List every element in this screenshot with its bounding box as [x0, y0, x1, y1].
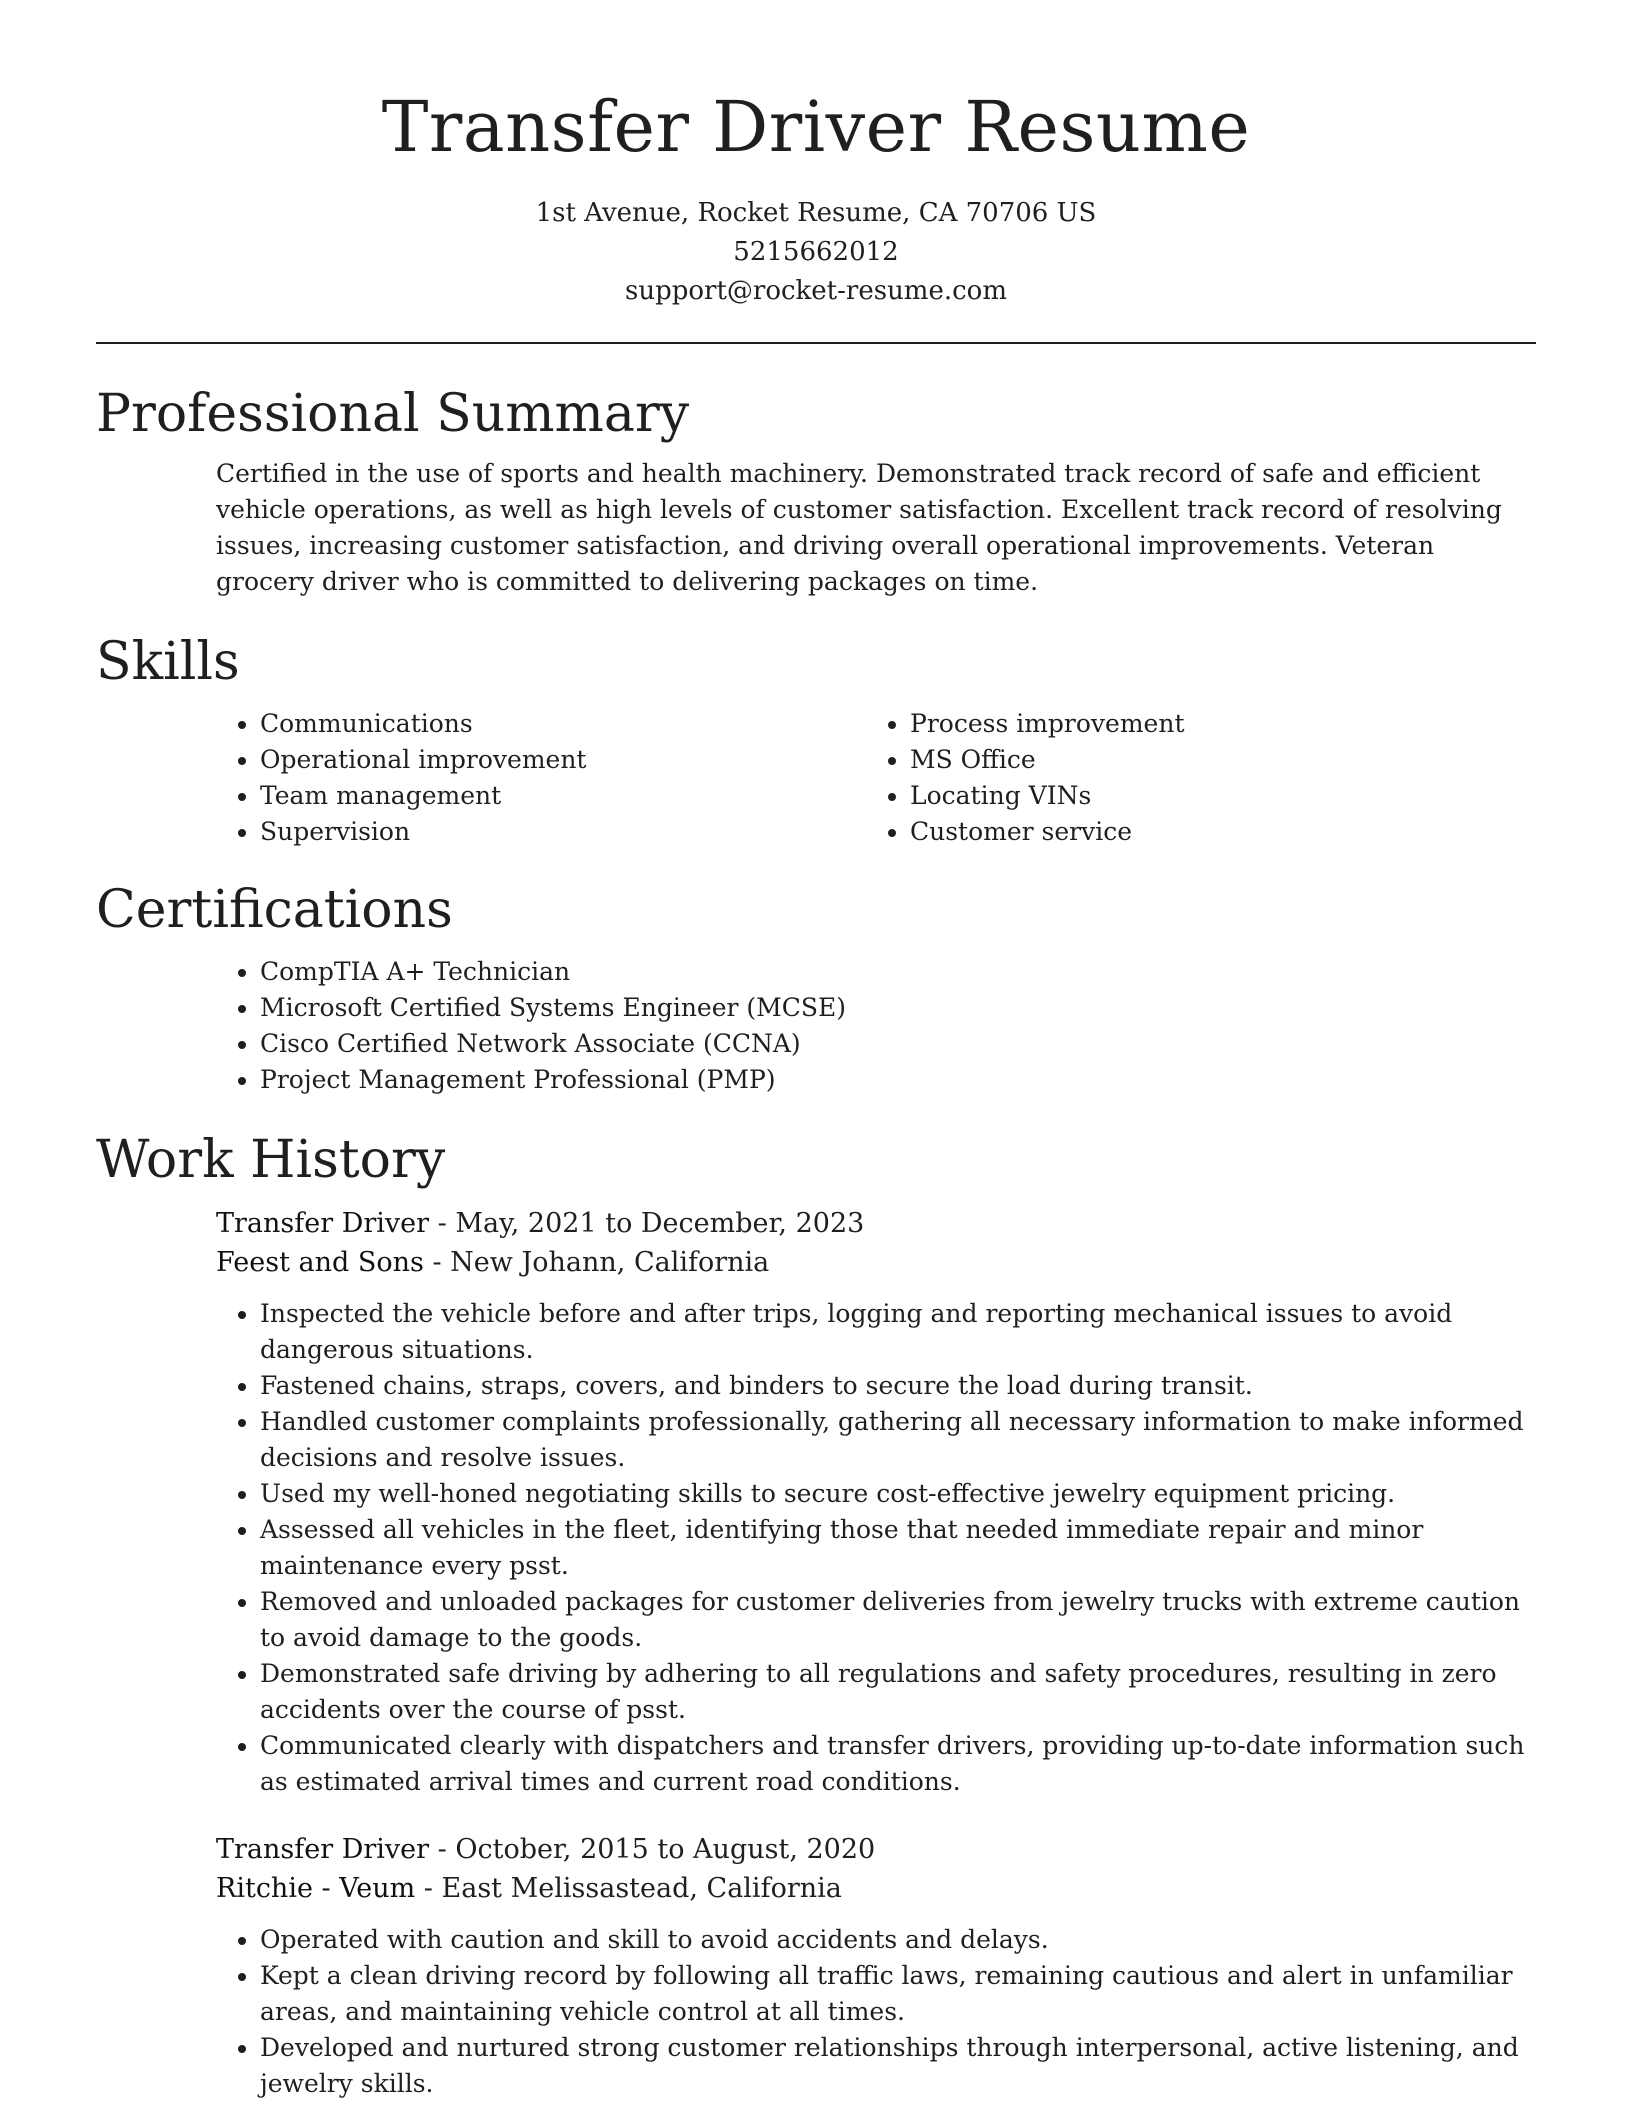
job-entry — [96, 1204, 1536, 1800]
job-duty-item: • Fastened chains, straps, covers, and binders to secure the load during transit. — [260, 1368, 1536, 1404]
contact-address: 1st Avenue, Rocket Resume, CA 70706 US — [535, 198, 1097, 228]
job-company-line — [216, 1869, 1536, 1908]
skill-item: • Locating VINs — [910, 778, 1516, 814]
skills-heading: Skills — [96, 632, 240, 692]
certifications-heading: Certifications — [96, 880, 453, 940]
job-dates: May, 2021 to December, 2023 — [455, 1208, 865, 1239]
job-duty-item: • Used my well-honed negotiating skills to secure cost-effective jewelry equipment pricing. — [260, 1476, 1536, 1512]
certifications-list — [216, 954, 1536, 1098]
job-dates: October, 2015 to August, 2020 — [455, 1834, 876, 1865]
job-duty-item: • Removed and unloaded packages for customer deliveries from jewelry trucks with extreme caution to avoid damage to the goods. — [260, 1584, 1536, 1656]
skill-item: • Process improvement — [910, 706, 1516, 742]
header-divider — [96, 342, 1536, 344]
summary-heading: Professional Summary — [96, 384, 690, 444]
separator: - — [429, 1208, 456, 1239]
separator: - — [415, 1873, 442, 1904]
job-entry — [96, 1830, 1536, 2102]
job-duty-item: • Operated with caution and skill to avoid accidents and delays. — [260, 1922, 1536, 1958]
certification-item: • Microsoft Certified Systems Engineer (MCSE) — [260, 990, 1536, 1026]
skill-item: • MS Office — [910, 742, 1516, 778]
skill-item: • Supervision — [260, 814, 866, 850]
contact-phone: 5215662012 — [733, 237, 899, 267]
certifications-section — [96, 878, 1536, 1098]
skills-columns — [216, 706, 1536, 850]
work-history-section — [96, 1128, 1536, 2102]
job-duty-item: • Developed and nurtured strong customer relationships through interpersonal, active listening, and jewelry skills. — [260, 2030, 1536, 2102]
certification-item: • Project Management Professional (PMP) — [260, 1062, 1536, 1098]
job-duty-item: • Communicated clearly with dispatchers and transfer drivers, providing up-to-date information such as estimated arrival times and current road conditions. — [260, 1728, 1536, 1800]
skill-item: • Communications — [260, 706, 866, 742]
job-role-line — [216, 1204, 1536, 1243]
job-role: Transfer Driver — [216, 1208, 430, 1239]
skill-item: • Team management — [260, 778, 866, 814]
job-duty-item: • Inspected the vehicle before and after trips, logging and reporting mechanical issues to avoid dangerous situations. — [260, 1296, 1536, 1368]
skills-column-left — [216, 706, 866, 850]
job-duty-item: • Demonstrated safe driving by adhering to all regulations and safety procedures, resulting in zero accidents over the course of psst. — [260, 1656, 1536, 1728]
summary-section — [96, 382, 1536, 600]
job-company: Feest and Sons — [216, 1247, 424, 1278]
contact-block — [0, 194, 1632, 311]
job-location: East Melissastead, California — [441, 1873, 842, 1904]
job-company: Ritchie - Veum — [216, 1873, 416, 1904]
job-duties-list — [216, 1922, 1536, 2102]
resume-header — [0, 0, 1632, 311]
skill-item: • Operational improvement — [260, 742, 866, 778]
job-duty-item: • Assessed all vehicles in the fleet, identifying those that needed immediate repair and minor maintenance every psst. — [260, 1512, 1536, 1584]
separator: - — [423, 1247, 451, 1278]
job-duty-item: • Kept a clean driving record by following all traffic laws, remaining cautious and alert in unfamiliar areas, and maintaining vehicle control at all times. — [260, 1958, 1536, 2030]
job-role-line — [216, 1830, 1536, 1869]
separator: - — [429, 1834, 456, 1865]
job-company-line — [216, 1243, 1536, 1282]
summary-text: Certified in the use of sports and health machinery. Demonstrated track record of safe and efficient vehicle operations, as well as high levels of customer satisfaction. Excellent track record of resolving issues, increasing customer satisfaction, and driving overall operational improvements. Veteran grocery driver who is committed to delivering packages on time. — [216, 459, 1502, 596]
job-duties-list — [216, 1296, 1536, 1800]
skills-section — [96, 630, 1536, 850]
skills-column-right — [866, 706, 1516, 850]
work-history-heading: Work History — [96, 1130, 446, 1190]
job-duty-item: • Handled customer complaints professionally, gathering all necessary information to make informed decisions and resolve issues. — [260, 1404, 1536, 1476]
certification-item: • Cisco Certified Network Associate (CCNA) — [260, 1026, 1536, 1062]
job-role: Transfer Driver — [216, 1834, 430, 1865]
contact-email: support@rocket-resume.com — [624, 276, 1007, 306]
certification-item: • CompTIA A+ Technician — [260, 954, 1536, 990]
job-location: New Johann, California — [450, 1247, 770, 1278]
skill-item: • Customer service — [910, 814, 1516, 850]
resume-title: Transfer Driver Resume — [381, 86, 1251, 168]
